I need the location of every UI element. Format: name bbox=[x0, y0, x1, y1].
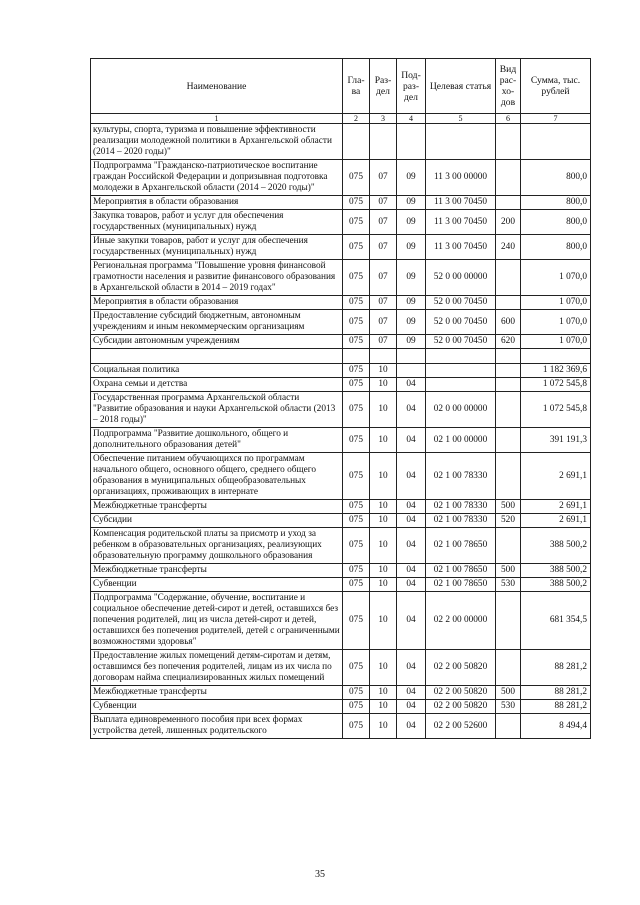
table-body bbox=[91, 124, 591, 739]
column-number: 1 bbox=[91, 114, 343, 124]
table-row bbox=[91, 714, 591, 739]
cell-name bbox=[91, 349, 343, 364]
table-row bbox=[91, 700, 591, 714]
column-number: 5 bbox=[426, 114, 496, 124]
cell-razdel: 10 bbox=[370, 686, 397, 700]
cell-vid bbox=[496, 296, 521, 310]
cell-glava: 075 bbox=[343, 260, 370, 296]
cell-name: Субвенции bbox=[91, 700, 343, 714]
cell-razdel: 10 bbox=[370, 714, 397, 739]
cell-podrazdel: 04 bbox=[397, 528, 426, 564]
cell-sum: 800,0 bbox=[521, 160, 591, 196]
cell-razdel: 07 bbox=[370, 160, 397, 196]
cell-target bbox=[426, 349, 496, 364]
cell-target: 02 2 00 00000 bbox=[426, 592, 496, 650]
cell-sum: 1 070,0 bbox=[521, 335, 591, 349]
cell-sum: 2 691,1 bbox=[521, 514, 591, 528]
cell-podrazdel bbox=[397, 124, 426, 160]
cell-name: Выплата единовременного пособия при всех формах устройства детей, лишенных родительского bbox=[91, 714, 343, 739]
cell-razdel: 07 bbox=[370, 210, 397, 235]
cell-name: Компенсация родительской платы за присмотр и уход за ребенком в образовательных организациях, реализующих образовательную программу дошкольного образования bbox=[91, 528, 343, 564]
table-row bbox=[91, 514, 591, 528]
cell-podrazdel: 09 bbox=[397, 235, 426, 260]
cell-target: 02 2 00 50820 bbox=[426, 686, 496, 700]
cell-target: 52 0 00 00000 bbox=[426, 260, 496, 296]
cell-name: Межбюджетные трансферты bbox=[91, 500, 343, 514]
column-number: 4 bbox=[397, 114, 426, 124]
cell-target: 11 3 00 70450 bbox=[426, 210, 496, 235]
cell-vid bbox=[496, 528, 521, 564]
cell-vid: 500 bbox=[496, 564, 521, 578]
budget-table-page bbox=[90, 58, 590, 739]
cell-razdel: 07 bbox=[370, 260, 397, 296]
cell-name: Межбюджетные трансферты bbox=[91, 564, 343, 578]
cell-sum: 8 494,4 bbox=[521, 714, 591, 739]
cell-glava bbox=[343, 349, 370, 364]
cell-glava: 075 bbox=[343, 392, 370, 428]
cell-glava bbox=[343, 124, 370, 160]
cell-podrazdel: 04 bbox=[397, 428, 426, 453]
table-row bbox=[91, 210, 591, 235]
cell-vid bbox=[496, 592, 521, 650]
cell-sum: 1 072 545,8 bbox=[521, 378, 591, 392]
cell-sum: 388 500,2 bbox=[521, 528, 591, 564]
cell-podrazdel: 04 bbox=[397, 686, 426, 700]
table-row bbox=[91, 392, 591, 428]
cell-target: 02 2 00 52600 bbox=[426, 714, 496, 739]
table-row bbox=[91, 578, 591, 592]
header-sum: Сумма, тыс. рублей bbox=[521, 59, 591, 114]
cell-glava: 075 bbox=[343, 686, 370, 700]
cell-glava: 075 bbox=[343, 514, 370, 528]
cell-razdel bbox=[370, 349, 397, 364]
cell-razdel: 10 bbox=[370, 514, 397, 528]
cell-sum: 1 070,0 bbox=[521, 260, 591, 296]
cell-razdel: 10 bbox=[370, 378, 397, 392]
table-row bbox=[91, 296, 591, 310]
cell-podrazdel: 04 bbox=[397, 392, 426, 428]
cell-glava: 075 bbox=[343, 196, 370, 210]
cell-name: Субсидии bbox=[91, 514, 343, 528]
cell-name: Подпрограмма "Развитие дошкольного, общего и дополнительного образования детей" bbox=[91, 428, 343, 453]
cell-podrazdel bbox=[397, 349, 426, 364]
cell-razdel: 07 bbox=[370, 296, 397, 310]
cell-razdel bbox=[370, 124, 397, 160]
cell-glava: 075 bbox=[343, 235, 370, 260]
cell-vid bbox=[496, 428, 521, 453]
cell-glava: 075 bbox=[343, 453, 370, 500]
table-row bbox=[91, 364, 591, 378]
cell-glava: 075 bbox=[343, 378, 370, 392]
table-row bbox=[91, 528, 591, 564]
cell-podrazdel: 09 bbox=[397, 310, 426, 335]
cell-podrazdel: 09 bbox=[397, 210, 426, 235]
cell-podrazdel: 09 bbox=[397, 296, 426, 310]
table-row bbox=[91, 335, 591, 349]
cell-razdel: 10 bbox=[370, 700, 397, 714]
cell-target: 02 0 00 00000 bbox=[426, 392, 496, 428]
cell-razdel: 07 bbox=[370, 235, 397, 260]
cell-name: Иные закупки товаров, работ и услуг для обеспечения государственных (муниципальных) нужд bbox=[91, 235, 343, 260]
header-target: Целевая статья bbox=[426, 59, 496, 114]
cell-glava: 075 bbox=[343, 210, 370, 235]
cell-vid: 200 bbox=[496, 210, 521, 235]
cell-sum: 1 182 369,6 bbox=[521, 364, 591, 378]
header-razdel: Раз-дел bbox=[370, 59, 397, 114]
cell-glava: 075 bbox=[343, 592, 370, 650]
cell-vid bbox=[496, 196, 521, 210]
cell-podrazdel: 04 bbox=[397, 700, 426, 714]
cell-vid bbox=[496, 714, 521, 739]
table-row bbox=[91, 500, 591, 514]
cell-vid: 600 bbox=[496, 310, 521, 335]
cell-vid: 240 bbox=[496, 235, 521, 260]
header-podrazdel: Под-раз-дел bbox=[397, 59, 426, 114]
table-row bbox=[91, 650, 591, 686]
cell-sum: 388 500,2 bbox=[521, 564, 591, 578]
cell-target: 52 0 00 70450 bbox=[426, 335, 496, 349]
cell-razdel: 10 bbox=[370, 578, 397, 592]
cell-podrazdel: 09 bbox=[397, 335, 426, 349]
cell-podrazdel: 09 bbox=[397, 160, 426, 196]
cell-glava: 075 bbox=[343, 500, 370, 514]
cell-target: 52 0 00 70450 bbox=[426, 310, 496, 335]
cell-glava: 075 bbox=[343, 578, 370, 592]
cell-name: Обеспечение питанием обучающихся по программам начального общего, основного общего, среднего общего образования в муниципальных общеобразовательных организациях, проживающих в интернате bbox=[91, 453, 343, 500]
cell-target bbox=[426, 378, 496, 392]
cell-name: Социальная политика bbox=[91, 364, 343, 378]
cell-target bbox=[426, 124, 496, 160]
cell-name: Региональная программа "Повышение уровня финансовой грамотности населения и развитие финансового образования в Архангельской области в 2014 – 2019 годах" bbox=[91, 260, 343, 296]
cell-podrazdel: 04 bbox=[397, 650, 426, 686]
cell-target: 11 3 00 00000 bbox=[426, 160, 496, 196]
cell-name: Государственная программа Архангельской области "Развитие образования и науки Архангельской области (2013 – 2018 годы)" bbox=[91, 392, 343, 428]
cell-glava: 075 bbox=[343, 428, 370, 453]
cell-name: Предоставление субсидий бюджетным, автономным учреждениям и иным некоммерческим организациям bbox=[91, 310, 343, 335]
cell-vid bbox=[496, 650, 521, 686]
cell-name: Мероприятия в области образования bbox=[91, 296, 343, 310]
cell-razdel: 10 bbox=[370, 564, 397, 578]
cell-sum: 1 070,0 bbox=[521, 310, 591, 335]
table-row bbox=[91, 260, 591, 296]
table-row bbox=[91, 564, 591, 578]
cell-glava: 075 bbox=[343, 335, 370, 349]
column-number: 3 bbox=[370, 114, 397, 124]
cell-razdel: 10 bbox=[370, 528, 397, 564]
cell-name: Подпрограмма "Гражданско-патриотическое воспитание граждан Российской Федерации и допризывная подготовка молодежи в Архангельской области (2014 – 2020 годы)" bbox=[91, 160, 343, 196]
cell-name: культуры, спорта, туризма и повышение эффективности реализации молодежной политики в Архангельской области (2014 – 2020 годы)" bbox=[91, 124, 343, 160]
table-row bbox=[91, 196, 591, 210]
cell-target bbox=[426, 364, 496, 378]
cell-target: 11 3 00 70450 bbox=[426, 196, 496, 210]
cell-podrazdel bbox=[397, 364, 426, 378]
cell-razdel: 10 bbox=[370, 592, 397, 650]
header-glava: Гла-ва bbox=[343, 59, 370, 114]
cell-vid bbox=[496, 160, 521, 196]
cell-vid bbox=[496, 124, 521, 160]
cell-sum bbox=[521, 349, 591, 364]
cell-name: Закупка товаров, работ и услуг для обеспечения государственных (муниципальных) нужд bbox=[91, 210, 343, 235]
cell-vid: 530 bbox=[496, 700, 521, 714]
cell-target: 52 0 00 70450 bbox=[426, 296, 496, 310]
cell-vid bbox=[496, 378, 521, 392]
cell-name: Мероприятия в области образования bbox=[91, 196, 343, 210]
cell-razdel: 10 bbox=[370, 364, 397, 378]
column-number-row bbox=[91, 114, 591, 124]
cell-podrazdel: 09 bbox=[397, 196, 426, 210]
cell-sum: 391 191,3 bbox=[521, 428, 591, 453]
cell-sum: 1 070,0 bbox=[521, 296, 591, 310]
table-row bbox=[91, 124, 591, 160]
cell-vid bbox=[496, 392, 521, 428]
table-row bbox=[91, 592, 591, 650]
table-row bbox=[91, 160, 591, 196]
cell-sum: 88 281,2 bbox=[521, 650, 591, 686]
cell-podrazdel: 04 bbox=[397, 500, 426, 514]
header-vid: Вид рас-хо-дов bbox=[496, 59, 521, 114]
cell-razdel: 07 bbox=[370, 196, 397, 210]
cell-target: 02 1 00 78650 bbox=[426, 578, 496, 592]
cell-razdel: 10 bbox=[370, 453, 397, 500]
cell-target: 02 1 00 78330 bbox=[426, 500, 496, 514]
cell-vid: 500 bbox=[496, 500, 521, 514]
cell-name: Предоставление жилых помещений детям-сиротам и детям, оставшимся без попечения родителей, лицам из их числа по договорам найма специализированных жилых помещений bbox=[91, 650, 343, 686]
cell-sum: 88 281,2 bbox=[521, 686, 591, 700]
cell-vid bbox=[496, 364, 521, 378]
cell-target: 02 1 00 00000 bbox=[426, 428, 496, 453]
cell-sum: 2 691,1 bbox=[521, 500, 591, 514]
cell-podrazdel: 04 bbox=[397, 592, 426, 650]
cell-target: 02 2 00 50820 bbox=[426, 700, 496, 714]
cell-vid: 620 bbox=[496, 335, 521, 349]
column-number: 7 bbox=[521, 114, 591, 124]
cell-glava: 075 bbox=[343, 700, 370, 714]
cell-glava: 075 bbox=[343, 310, 370, 335]
header-name: Наименование bbox=[91, 59, 343, 114]
cell-glava: 075 bbox=[343, 564, 370, 578]
cell-sum: 800,0 bbox=[521, 235, 591, 260]
cell-target: 02 1 00 78330 bbox=[426, 514, 496, 528]
table-row bbox=[91, 453, 591, 500]
cell-sum: 88 281,2 bbox=[521, 700, 591, 714]
cell-name: Межбюджетные трансферты bbox=[91, 686, 343, 700]
column-number: 6 bbox=[496, 114, 521, 124]
table-row bbox=[91, 686, 591, 700]
cell-target: 02 1 00 78330 bbox=[426, 453, 496, 500]
cell-razdel: 10 bbox=[370, 428, 397, 453]
table-header-row bbox=[91, 59, 591, 114]
cell-vid bbox=[496, 260, 521, 296]
cell-name: Подпрограмма "Содержание, обучение, воспитание и социальное обеспечение детей-сирот и детей, оставшихся без попечения родителей, лиц из числа детей-сирот и детей, оставшихся без попечения родителей, детей с ограниченными возможностями здоровья" bbox=[91, 592, 343, 650]
cell-glava: 075 bbox=[343, 528, 370, 564]
cell-name: Охрана семьи и детства bbox=[91, 378, 343, 392]
cell-glava: 075 bbox=[343, 364, 370, 378]
cell-vid bbox=[496, 349, 521, 364]
table-row bbox=[91, 235, 591, 260]
cell-podrazdel: 04 bbox=[397, 564, 426, 578]
cell-podrazdel: 04 bbox=[397, 453, 426, 500]
cell-razdel: 07 bbox=[370, 335, 397, 349]
cell-sum: 800,0 bbox=[521, 196, 591, 210]
cell-name: Субсидии автономным учреждениям bbox=[91, 335, 343, 349]
cell-sum: 388 500,2 bbox=[521, 578, 591, 592]
cell-sum: 800,0 bbox=[521, 210, 591, 235]
table-row bbox=[91, 310, 591, 335]
cell-podrazdel: 04 bbox=[397, 578, 426, 592]
cell-razdel: 10 bbox=[370, 650, 397, 686]
cell-sum: 1 072 545,8 bbox=[521, 392, 591, 428]
cell-vid: 520 bbox=[496, 514, 521, 528]
cell-sum: 2 691,1 bbox=[521, 453, 591, 500]
table-row bbox=[91, 349, 591, 364]
cell-vid: 500 bbox=[496, 686, 521, 700]
cell-glava: 075 bbox=[343, 714, 370, 739]
cell-razdel: 10 bbox=[370, 392, 397, 428]
column-number: 2 bbox=[343, 114, 370, 124]
cell-glava: 075 bbox=[343, 296, 370, 310]
cell-razdel: 07 bbox=[370, 310, 397, 335]
cell-vid bbox=[496, 453, 521, 500]
cell-podrazdel: 09 bbox=[397, 260, 426, 296]
table-row bbox=[91, 378, 591, 392]
cell-podrazdel: 04 bbox=[397, 514, 426, 528]
cell-target: 02 1 00 78650 bbox=[426, 564, 496, 578]
cell-glava: 075 bbox=[343, 160, 370, 196]
cell-name: Субвенции bbox=[91, 578, 343, 592]
cell-vid: 530 bbox=[496, 578, 521, 592]
cell-target: 02 2 00 50820 bbox=[426, 650, 496, 686]
table-row bbox=[91, 428, 591, 453]
cell-sum bbox=[521, 124, 591, 160]
page-number: 35 bbox=[315, 869, 325, 880]
cell-razdel: 10 bbox=[370, 500, 397, 514]
budget-table bbox=[90, 58, 591, 739]
cell-target: 02 1 00 78650 bbox=[426, 528, 496, 564]
cell-podrazdel: 04 bbox=[397, 714, 426, 739]
cell-glava: 075 bbox=[343, 650, 370, 686]
cell-podrazdel: 04 bbox=[397, 378, 426, 392]
cell-target: 11 3 00 70450 bbox=[426, 235, 496, 260]
cell-sum: 681 354,5 bbox=[521, 592, 591, 650]
